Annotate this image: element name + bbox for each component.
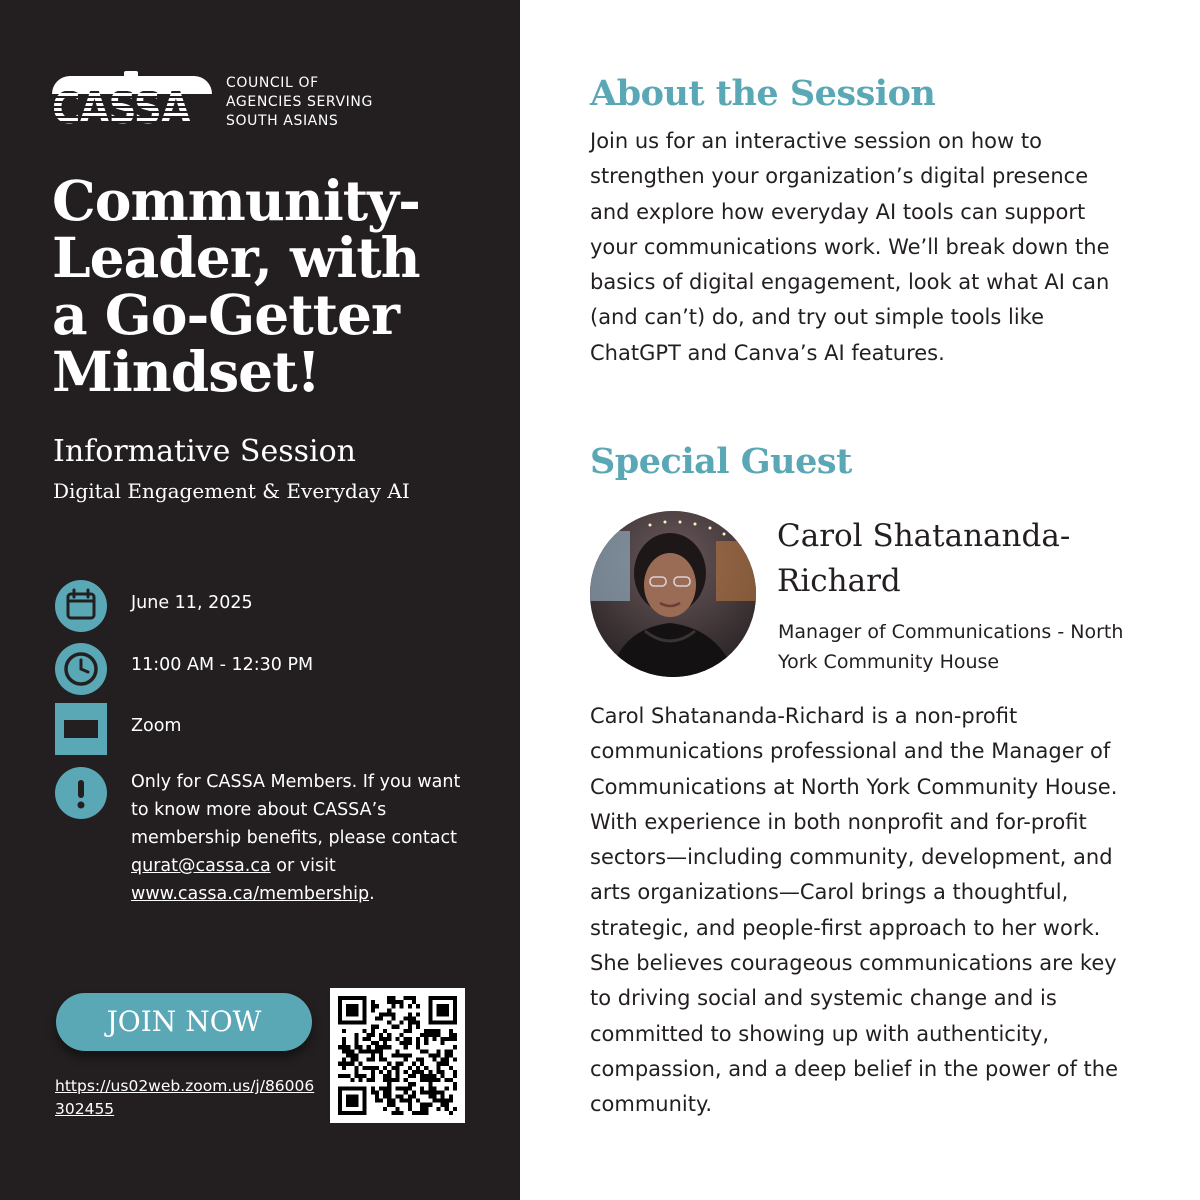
cassa-logo-mark [52, 72, 214, 132]
event-topic: Digital Engagement & Everyday AI [53, 479, 410, 503]
guest-name: Carol Shatananda-Richard [777, 518, 1071, 599]
guest-heading: Special Guest [590, 441, 852, 482]
guest-avatar [590, 511, 756, 677]
clock-icon [55, 643, 107, 695]
guest-bio: Carol Shatananda-Richard is a non-profit communications professional and the Manager of Communications at North York Community House. With experience in both nonprofit and for-profit sectors—including community, development, and arts organizations—Carol brings a thoughtful, strategic, and people-first approach to her work. She believes courageous communications are key to driving social and systemic change and is committed to showing up with authenticity, compassion, and a deep belief in the power of the community. [590, 704, 1119, 1117]
exclamation-icon [55, 767, 107, 819]
membership-note-text: or visit [270, 856, 336, 876]
about-text: Join us for an interactive session on how to strengthen your organization’s digital presence and explore how everyday AI tools can support your communications work. We’ll break down the basics of digital engagement, look at what AI can (and can’t) do, and try out simple tools like ChatGPT and Canva’s AI features. [590, 129, 1110, 365]
organization-name-line: SOUTH ASIANS [226, 113, 339, 129]
guest-role: Manager of Communications - North York Community House [778, 621, 1124, 673]
qr-finder-pattern [338, 1086, 367, 1115]
about-heading: About the Session [590, 73, 936, 114]
event-subtitle: Informative Session [53, 434, 356, 469]
qr-finder-pattern [428, 996, 457, 1025]
event-title-line: a Go-Getter [52, 282, 400, 347]
membership-url-link[interactable]: www.cassa.ca/membership [131, 884, 370, 904]
event-title-line: Mindset! [52, 339, 320, 404]
qr-finder-pattern [338, 996, 367, 1025]
cassa-logo [52, 72, 392, 134]
qr-code-icon[interactable] [330, 988, 465, 1123]
event-date: June 11, 2025 [131, 593, 253, 613]
logo-wordmark: CASSA [52, 83, 190, 134]
membership-note [131, 768, 476, 908]
membership-note-text: . [369, 884, 375, 904]
event-title-line: Leader, with [52, 225, 420, 290]
screen-icon [55, 703, 107, 755]
organization-name-line: AGENCIES SERVING [226, 94, 373, 110]
calendar-icon [55, 580, 107, 632]
organization-name-line: COUNCIL OF [226, 75, 319, 91]
event-title-line: Community- [52, 168, 420, 233]
zoom-link[interactable]: https://us02web.zoom.us/j/86006302455 [55, 1077, 315, 1118]
organization-name [226, 74, 396, 131]
contact-email-link[interactable]: qurat@cassa.ca [131, 856, 271, 876]
left-panel [0, 0, 520, 1200]
join-now-button[interactable]: JOIN NOW [56, 993, 312, 1051]
membership-note-text: Only for CASSA Members. If you want to know more about CASSA’s membership benefits, please contact [131, 772, 461, 848]
event-time: 11:00 AM - 12:30 PM [131, 655, 314, 675]
event-location: Zoom [131, 716, 182, 736]
event-title [52, 168, 492, 404]
